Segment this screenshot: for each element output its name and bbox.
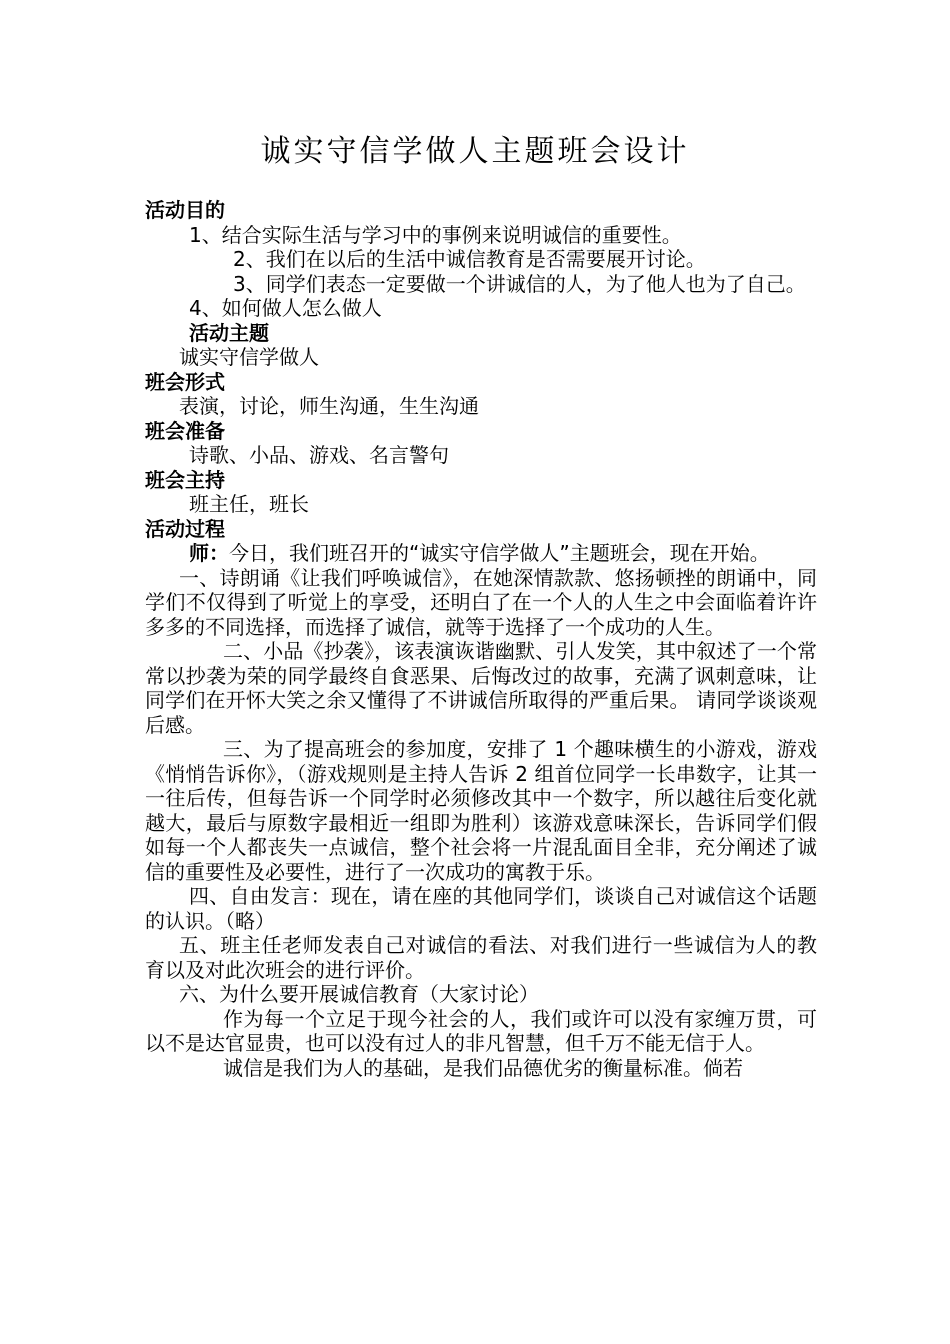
process-step: 四、自由发言：现在，请在座的其他同学们，谈谈自己对诚信这个话题的认识。（略） — [145, 884, 817, 933]
process-step: 三、为了提高班会的参加度，安排了 1 个趣味横生的小游戏，游戏《悄悄告诉你》，（游戏规则是主持人告诉 2 组首位同学一长串数字，让其一一往后传，但每告诉一个同学时必须修改其中一个数字，所以越往后变化就越大，最后与原数字最相近一组即为胜利）该游戏意味深长，告诉同学们假如每一个人都丧失一点诚信，整个社会将一片混乱面目全非，充分阐述了诚信的重要性及必要性，进行了一次成功的寓教于乐。 — [145, 737, 817, 884]
goal-item: 1、结合实际生活与学习中的事例来说明诚信的重要性。 — [189, 222, 682, 247]
body-paragraph: 作为每一个立足于现今社会的人，我们或许可以没有家缠万贯，可以不是达官显贵，也可以没有过人的非凡智慧，但千万不能无信于人。 — [145, 1006, 817, 1055]
section-text-prep: 诗歌、小品、游戏、名言警句 — [189, 443, 449, 467]
document-title: 诚实守信学做人主题班会设计 — [260, 134, 690, 169]
goal-item: 2、我们在以后的生活中诚信教育是否需要展开讨论。 — [233, 247, 706, 271]
goal-item: 4、如何做人怎么做人 — [189, 296, 382, 320]
process-step: 六、为什么要开展诚信教育（大家讨论） — [179, 982, 539, 1006]
teacher-paragraph — [145, 541, 817, 566]
process-step: 五、班主任老师发表自己对诚信的看法、对我们进行一些诚信为人的教育以及对此次班会的进行评价。 — [145, 933, 817, 982]
section-heading-process: 活动过程 — [145, 516, 225, 541]
section-text-form: 表演，讨论，师生沟通，生生沟通 — [179, 394, 479, 418]
section-heading-form: 班会形式 — [145, 369, 225, 394]
document-body — [145, 198, 817, 1080]
process-step: 一、诗朗诵《让我们呼唤诚信》，在她深情款款、悠扬顿挫的朗诵中，同学们不仅得到了听觉上的享受，还明白了在一个人的人生之中会面临着许许多多的不同选择，而选择了诚信，就等于选择了一个成功的人生。 — [145, 565, 817, 639]
section-heading-goal: 活动目的 — [145, 198, 225, 222]
body-paragraph: 诚信是我们为人的基础，是我们品德优劣的衡量标准。倘若 — [223, 1055, 743, 1080]
section-heading-prep: 班会准备 — [145, 418, 225, 443]
teacher-label: 师： — [189, 541, 229, 565]
process-step: 二、小品《抄袭》，该表演诙谐幽默、引人发笑，其中叙述了一个常常以抄袭为荣的同学最终自食恶果、后悔改过的故事，充满了讽刺意味，让同学们在开怀大笑之余又懂得了不讲诚信所取得的严重后果。 请同学谈谈观后感。 — [145, 639, 817, 737]
section-text-theme: 诚实守信学做人 — [179, 345, 319, 369]
section-heading-theme: 活动主题 — [189, 320, 269, 345]
teacher-text: 今日，我们班召开的“诚实守信学做人”主题班会，现在开始。 — [229, 541, 770, 565]
section-heading-host: 班会主持 — [145, 467, 225, 492]
goal-item: 3、同学们表态一定要做一个讲诚信的人，为了他人也为了自己。 — [233, 271, 806, 296]
section-text-host: 班主任，班长 — [189, 492, 309, 516]
